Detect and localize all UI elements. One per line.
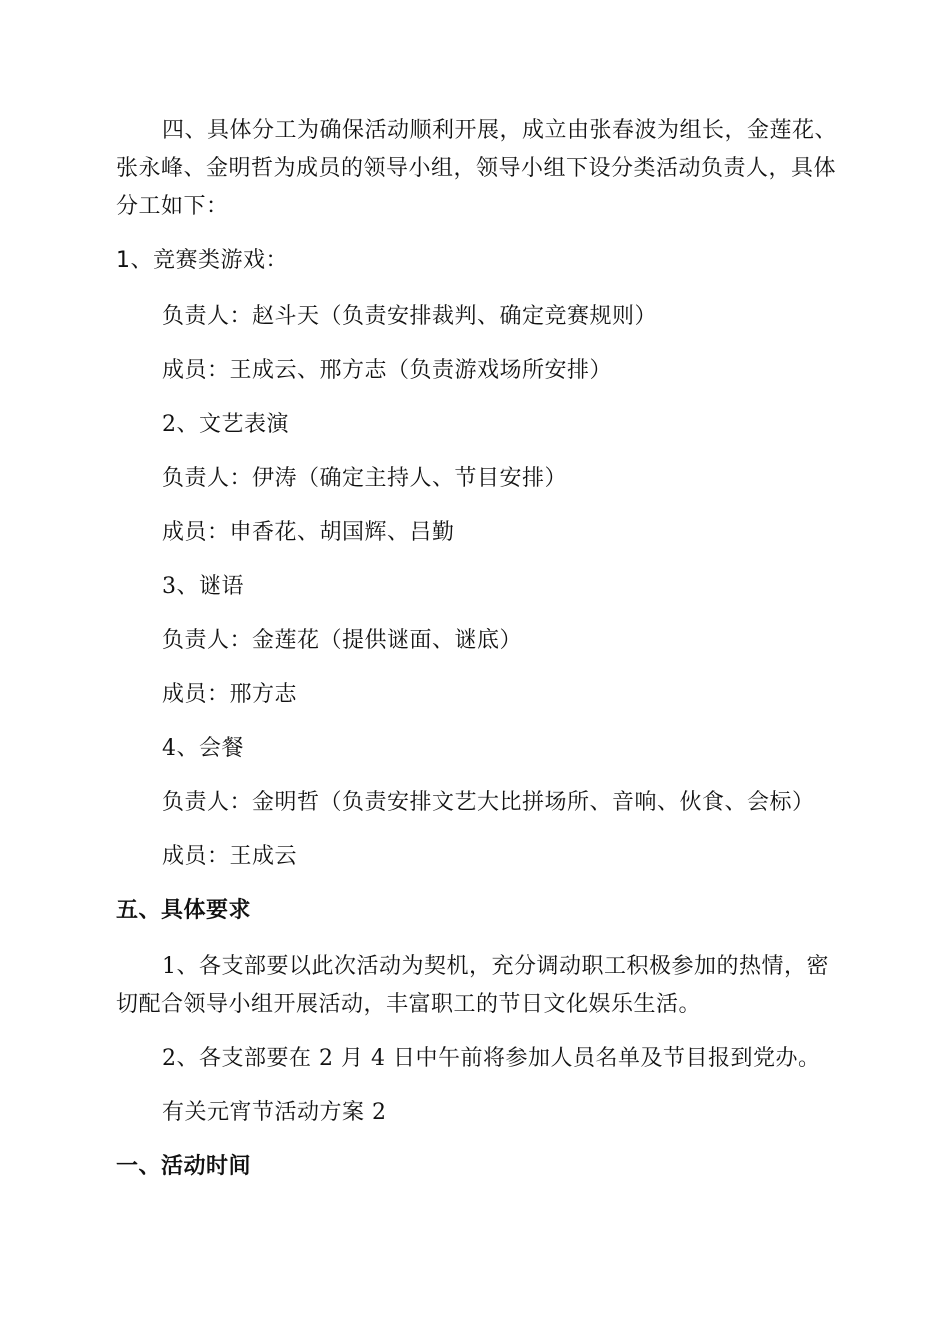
paragraph-line: 分工如下： bbox=[116, 194, 229, 219]
item1-title: 1、竞赛类游戏： bbox=[116, 248, 288, 273]
paragraph-line: 四、具体分工为确保活动顺利开展，成立由张春波为组长，金莲花、 bbox=[162, 118, 838, 143]
requirement1-line: 1、各支部要以此次活动为契机，充分调动职工积极参加的热情，密 bbox=[162, 954, 829, 979]
item2-title: 2、文艺表演 bbox=[162, 412, 289, 437]
section1-heading: 一、活动时间 bbox=[116, 1154, 252, 1179]
section5-heading: 五、具体要求 bbox=[116, 898, 252, 923]
item2-leader: 负责人：伊涛（确定主持人、节目安排） bbox=[162, 466, 568, 491]
item3-title: 3、谜语 bbox=[162, 574, 244, 599]
item4-leader: 负责人：金明哲（负责安排文艺大比拼场所、音响、伙食、会标） bbox=[162, 790, 815, 815]
item1-leader: 负责人：赵斗天（负责安排裁判、确定竞赛规则） bbox=[162, 304, 658, 329]
item4-title: 4、会餐 bbox=[162, 736, 244, 761]
requirement1-line: 切配合领导小组开展活动，丰富职工的节日文化娱乐生活。 bbox=[116, 992, 702, 1017]
requirement2: 2、各支部要在 2 月 4 日中午前将参加人员名单及节目报到党办。 bbox=[162, 1046, 821, 1071]
item4-members: 成员：王成云 bbox=[162, 844, 298, 869]
paragraph-line: 张永峰、金明哲为成员的领导小组，领导小组下设分类活动负责人，具体 bbox=[116, 156, 837, 181]
document2-title: 有关元宵节活动方案 2 bbox=[162, 1100, 387, 1125]
item1-members: 成员：王成云、邢方志（负责游戏场所安排） bbox=[162, 358, 613, 383]
item3-leader: 负责人：金莲花（提供谜面、谜底） bbox=[162, 628, 523, 653]
item2-members: 成员：申香花、胡国辉、吕勤 bbox=[162, 520, 455, 545]
item3-members: 成员：邢方志 bbox=[162, 682, 298, 707]
